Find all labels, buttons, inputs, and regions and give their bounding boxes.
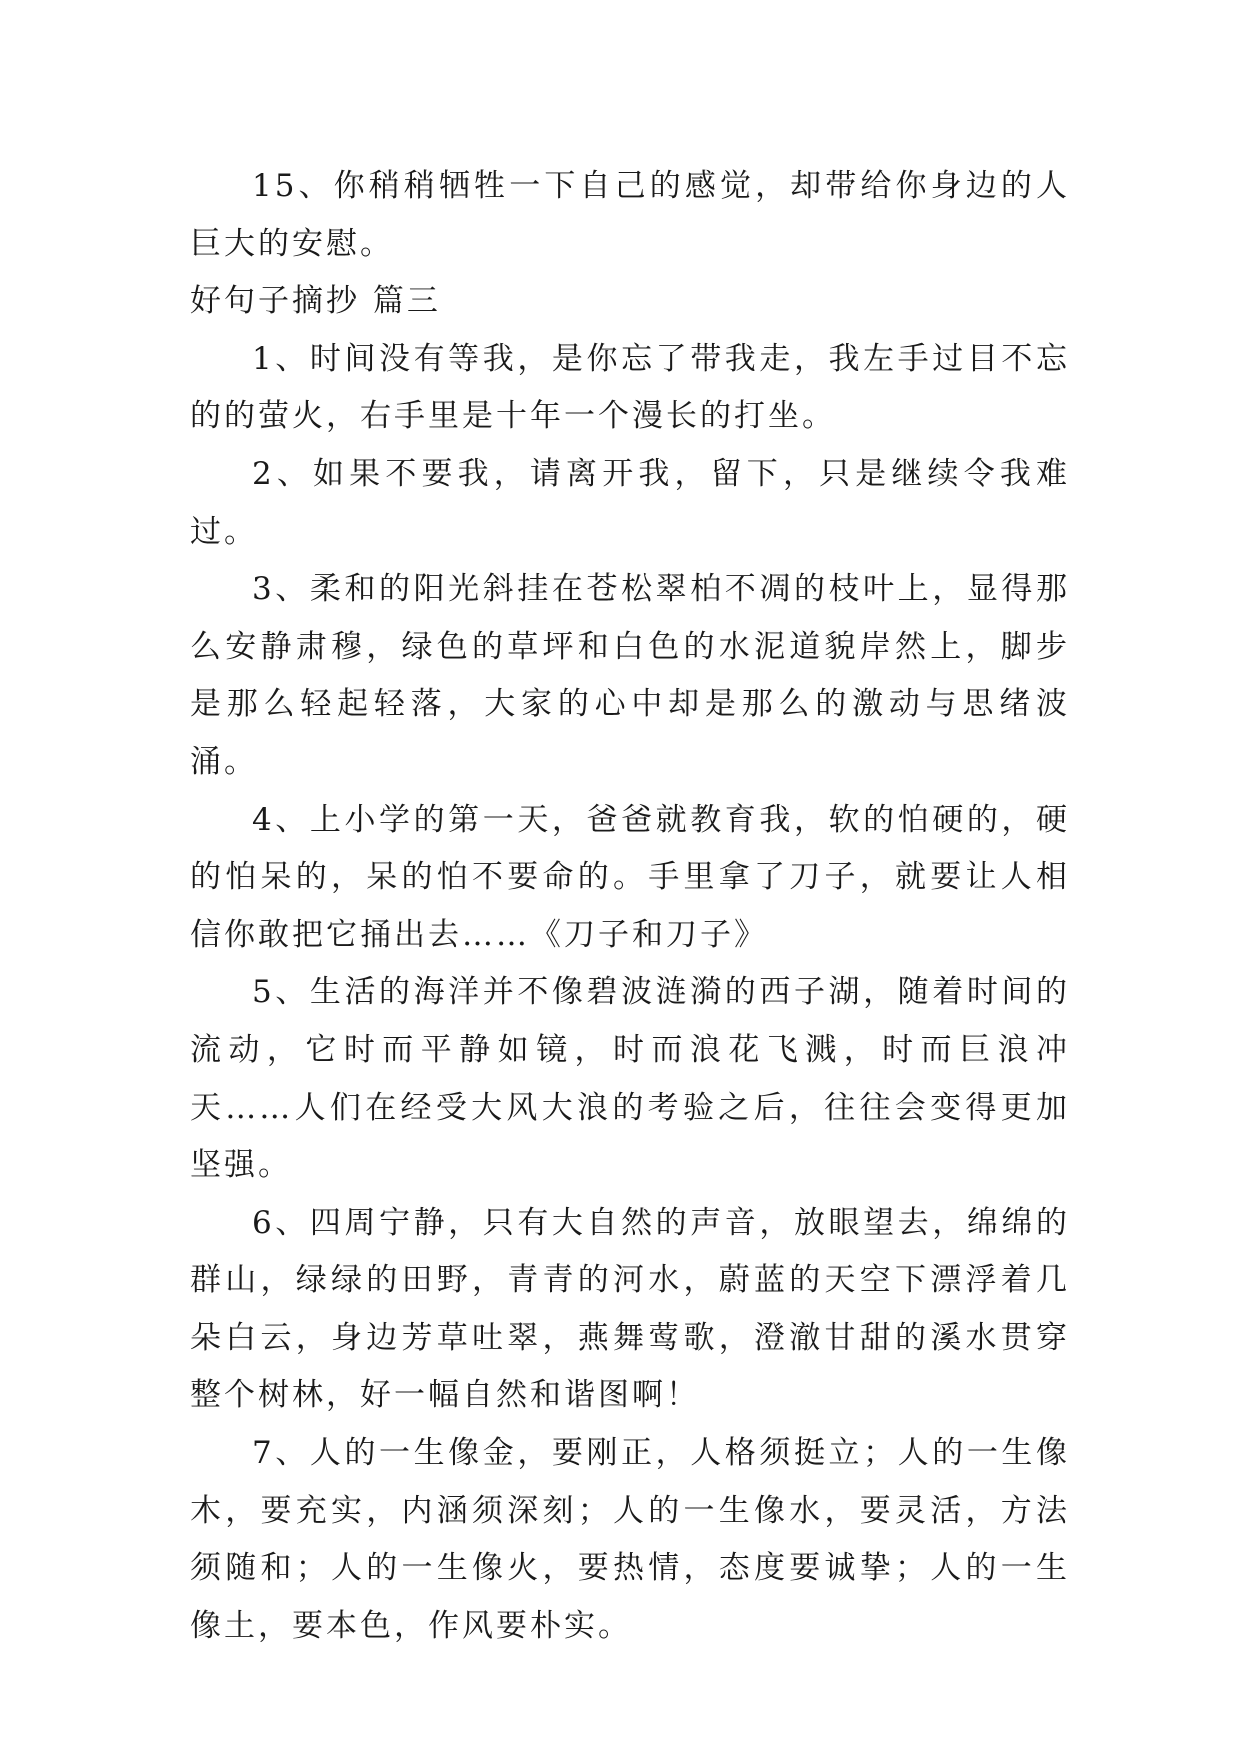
paragraph-15: 15、你稍稍牺牲一下自己的感觉，却带给你身边的人巨大的安慰。 xyxy=(190,168,1070,262)
paragraph-1: 1、时间没有等我，是你忘了带我走，我左手过目不忘的的萤火，右手里是十年一个漫长的打坐。 xyxy=(190,340,1070,435)
paragraph-5: 5、生活的海洋并不像碧波涟漪的西子湖，随着时间的流动，它时而平静如镜，时而浪花飞溅，时而巨浪冲天……人们在经受大风大浪的考验之后，往往会变得更加坚强。 xyxy=(190,974,1070,1184)
section-heading: 好句子摘抄 篇三 xyxy=(190,283,441,320)
paragraph-4: 4、上小学的第一天，爸爸就教育我，软的怕硬的，硬的怕呆的，呆的怕不要命的。手里拿了刀子，就要让人相信你敢把它捅出去……《刀子和刀子》 xyxy=(190,801,1070,953)
document-body xyxy=(190,158,1070,1655)
paragraph-6: 6、四周宁静，只有大自然的声音，放眼望去，绵绵的群山，绿绿的田野，青青的河水，蔚蓝的天空下漂浮着几朵白云，身边芳草吐翠，燕舞莺歌，澄澈甘甜的溪水贯穿整个树林，好一幅自然和谐图啊！ xyxy=(190,1204,1070,1414)
paragraph-3: 3、柔和的阳光斜挂在苍松翠柏不凋的枝叶上，显得那么安静肃穆，绿色的草坪和白色的水泥道貌岸然上，脚步是那么轻起轻落，大家的心中却是那么的激动与思绪波涌。 xyxy=(190,571,1070,780)
paragraph-2: 2、如果不要我，请离开我，留下，只是继续令我难过。 xyxy=(190,455,1070,550)
paragraph-7: 7、人的一生像金，要刚正，人格须挺立；人的一生像木，要充实，内涵须深刻；人的一生像水，要灵活，方法须随和；人的一生像火，要热情，态度要诚挚；人的一生像土，要本色，作风要朴实。 xyxy=(190,1435,1070,1644)
